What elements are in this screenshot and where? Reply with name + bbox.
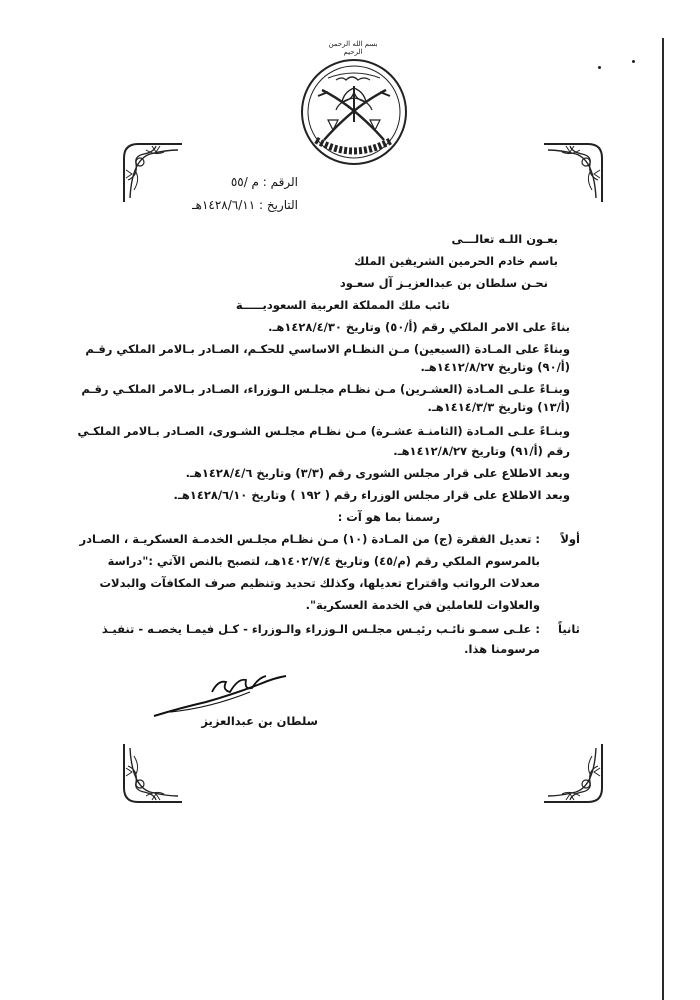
clause-shura-resolution: وبعد الاطلاع على قرار مجلس الشورى رقم (٣/٣) وتاريخ ١٤٢٨/٤/٦هـ.: [185, 466, 570, 480]
decree-statement: رسمنا بما هو آت :: [337, 510, 440, 524]
reference-number: الرقم : م /٥٥: [230, 175, 298, 189]
preamble-line-1: بعـون اللـه تعالـــى: [451, 232, 558, 246]
saudi-emblem: [298, 56, 410, 168]
clause-cabinet-resolution: وبعد الاطلاع على قرار مجلس الوزراء رقم ( ١٩٢ ) وتاريخ ١٤٢٨/٦/١٠هـ.: [173, 488, 570, 502]
clause-basic-law-line-2: (أ/٩٠) وتاريخ ١٤١٢/٨/٢٧هـ.: [420, 360, 570, 374]
clause-shura-line-1: وبنـاءً علـى المـادة (الثامنـة عشـرة) مـن نظـام مجلـس الشـورى، الصـادر بـالامر الملكـي: [77, 424, 570, 438]
preamble-line-3: نحـن سلطان بن عبدالعزيـز آل سعـود: [339, 276, 548, 290]
bismillah: بسم الله الرحمن الرحيم: [328, 40, 378, 56]
clause-council-ministers-line-2: (أ/١٣) وتاريخ ١٤١٤/٣/٣هـ.: [427, 400, 570, 414]
article-second-line-2: مرسومنا هذا.: [464, 642, 540, 656]
clause-council-ministers-line-1: وبنـاءً علـى المـادة (العشـرين) مـن نظـام مجلـس الـوزراء، الصـادر بـالامر الملكـي رقـم: [81, 382, 570, 396]
article-second-line-1: : علـى سمـو نائـب رئيـس مجلـس الـوزراء والـوزراء - كـل فيمـا يخصـه - تنفيـذ: [101, 622, 540, 636]
signatory-name: سلطان بن عبدالعزيز: [201, 714, 318, 728]
corner-ornament-top-left: [120, 140, 186, 206]
article-first-line-2: بالمرسوم الملكي رقم (م/٤٥) وتاريخ ١٤٠٢/٧/٤هـ، لتصبح بالنص الآتي :"دراسة: [107, 554, 540, 568]
article-first-label: أولاً: [560, 532, 580, 546]
article-first-line-1: : تعديل الفقرة (ج) من المـادة (١٠) مـن نظـام مجلـس الخدمـة العسكريـة ، الصـادر: [79, 532, 540, 546]
page-edge-line: [662, 38, 664, 1000]
article-first-line-3: معدلات الرواتب واقتراح تعديلها، وكذلك تحديد وتنظيم صرف المكافآت والبدلات: [99, 576, 540, 590]
corner-ornament-top-right: [540, 140, 606, 206]
scan-speck: [598, 66, 601, 69]
corner-ornament-bottom-left: [120, 740, 186, 806]
article-second-label: ثانياً: [558, 622, 580, 636]
clause-basic-law-line-1: وبناءً على المـادة (السبعين) مـن النظـام الاساسي للحكـم، الصـادر بـالامر الملكي رقـم: [85, 342, 570, 356]
corner-ornament-bottom-right: [540, 740, 606, 806]
scan-speck: [632, 60, 635, 63]
clause-shura-line-2: رقم (أ/٩١) وتاريخ ١٤١٢/٨/٢٧هـ.: [393, 444, 570, 458]
preamble-line-2: باسم خادم الحرمين الشريفين الملك: [354, 254, 558, 268]
reference-date: التاريخ : ١٤٢٨/٦/١١هـ: [192, 198, 298, 212]
article-first-line-4: والعلاوات للعاملين في الخدمة العسكرية".: [305, 598, 540, 612]
preamble-line-4: نائب ملك المملكة العربية السعوديـــــة: [235, 298, 450, 312]
clause-royal-order: بناءً على الامر الملكي رقم (أ/٥٠) وتاريخ ١٤٢٨/٤/٣٠هـ.: [268, 320, 570, 334]
